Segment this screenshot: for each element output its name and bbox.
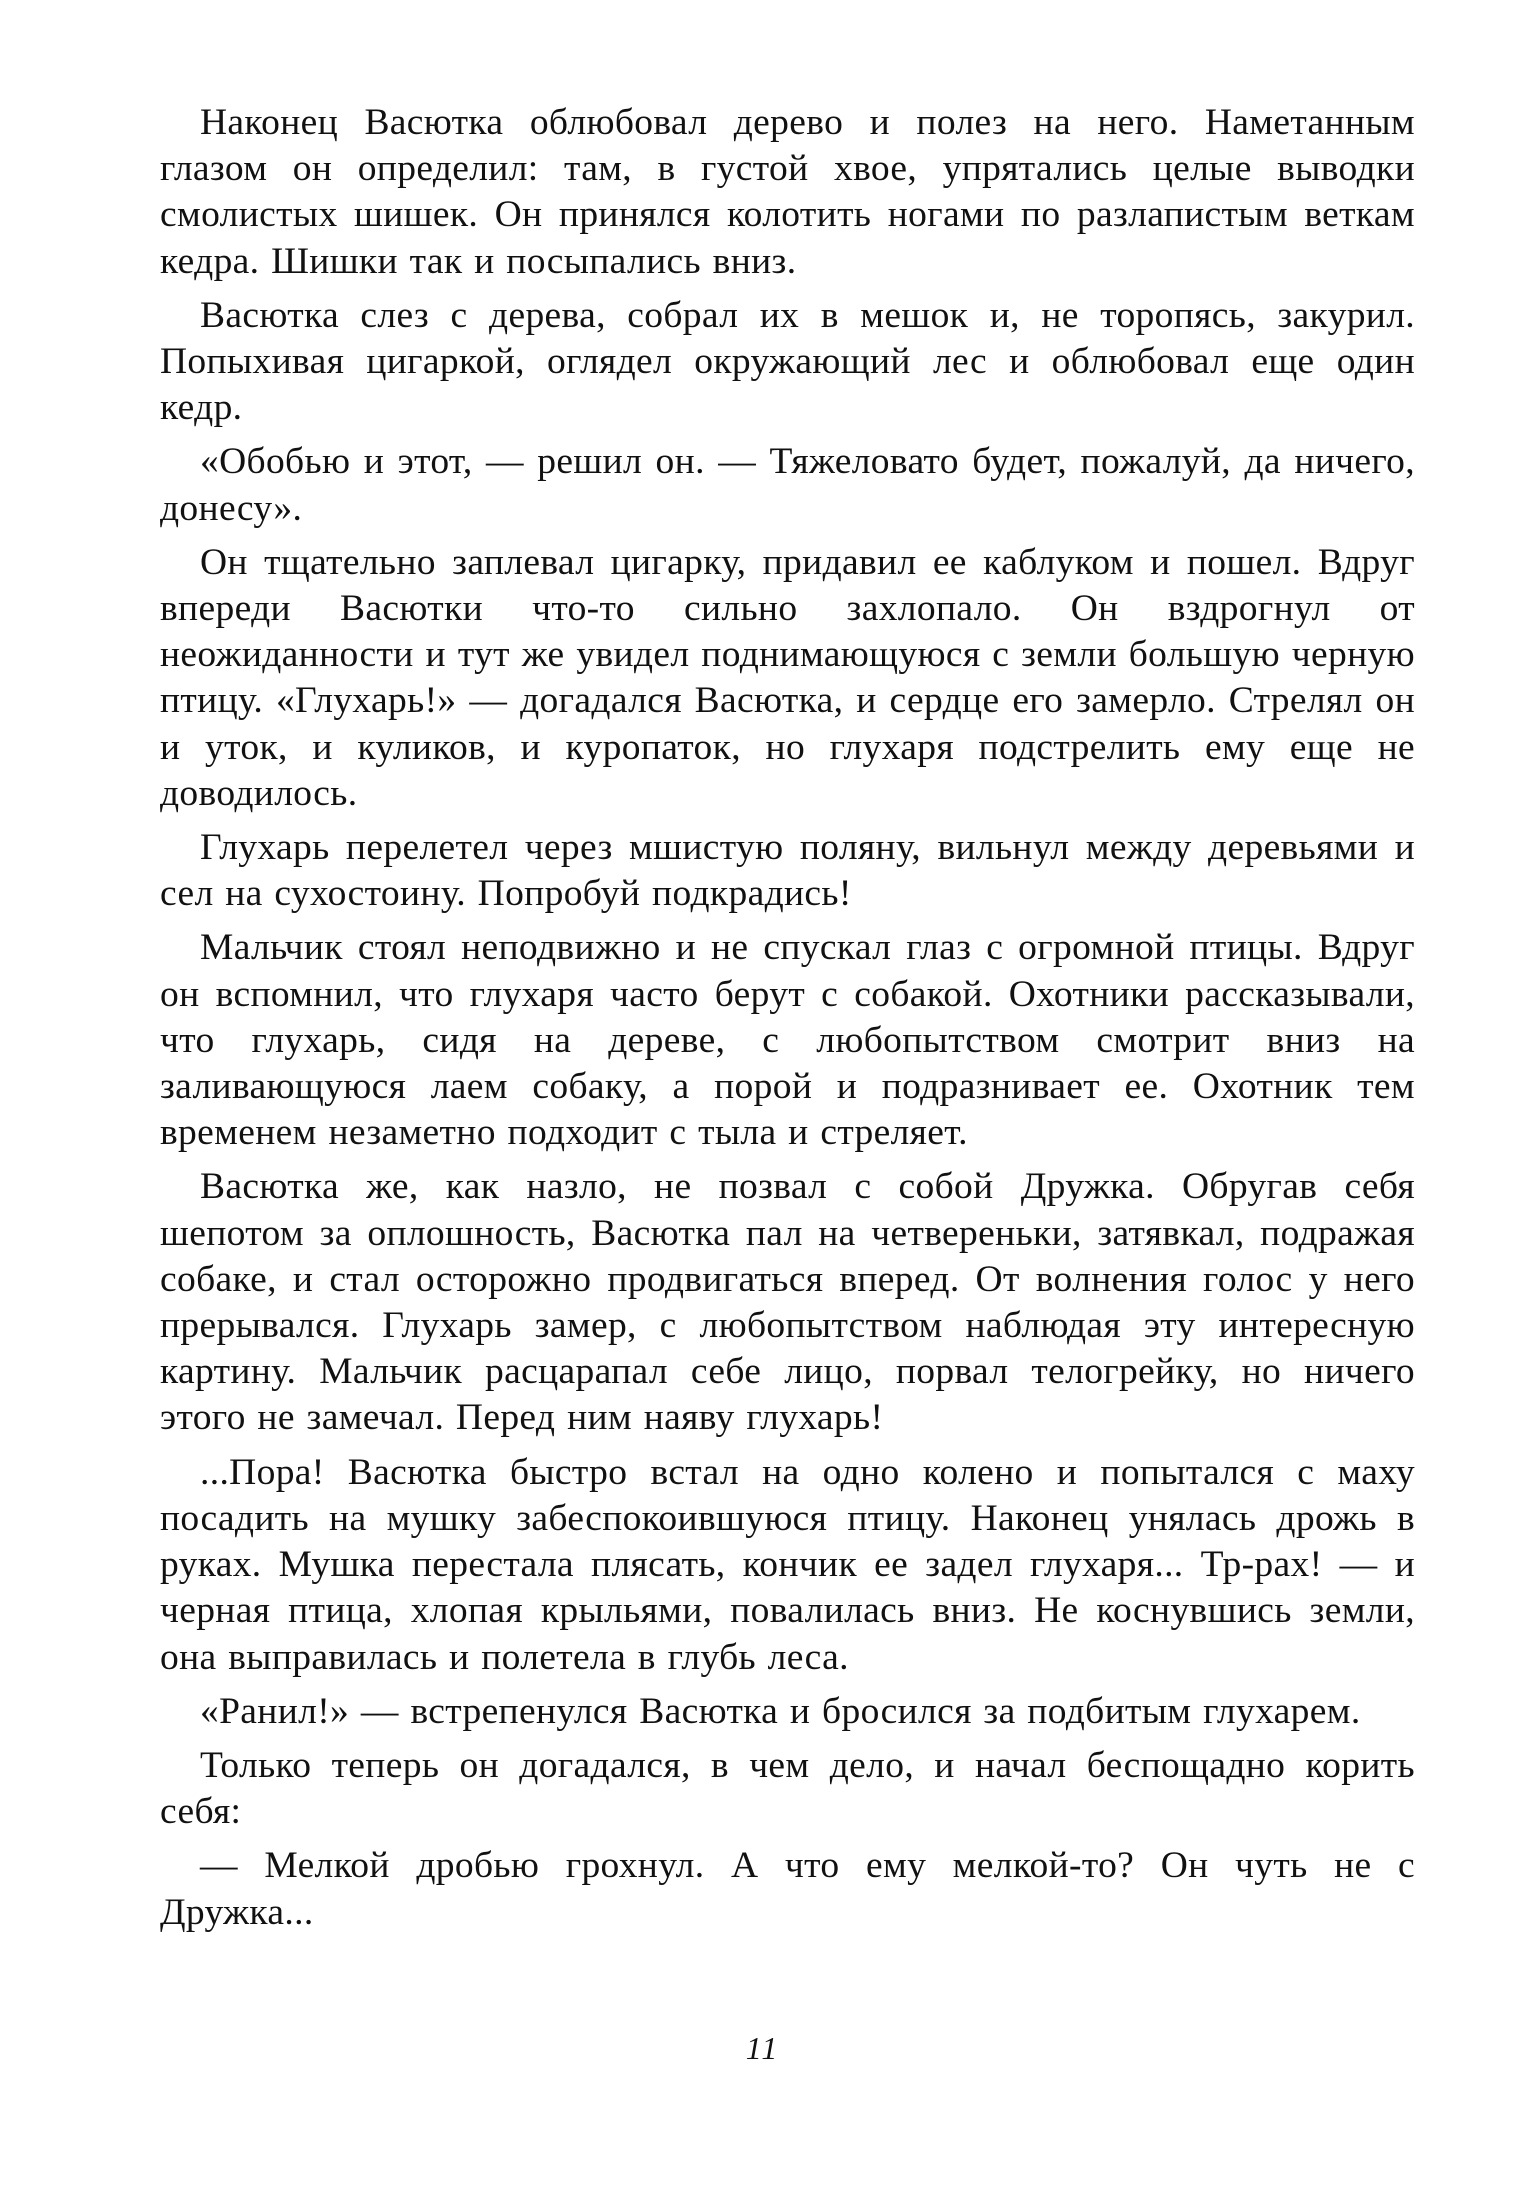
paragraph: Васютка же, как назло, не позвал с собой Дружка. Обругав себя шепотом за оплошность, Васютка пал на четвереньки, затявкал, подражая собаке, и стал осторожно продвигаться вперед. От волнения голос у него прерывался. Глухарь замер, с любопытством наблюдая эту интересную картину. Мальчик расцарапал себе лицо, порвал телогрейку, но ничего этого не замечал. Перед ним наяву глухарь! <box>160 1166 1415 1439</box>
paragraph: ...Пора! Васютка быстро встал на одно колено и попытался с маху посадить на мушку забеспокоившуюся птицу. Наконец унялась дрожь в руках. Мушка перестала плясать, кончик ее задел глухаря... Тр-рах! — и черная птица, хлопая крыльями, повалилась вниз. Не коснувшись земли, она выправилась и полетела в глубь леса. <box>160 1451 1415 1678</box>
page-number: 11 <box>745 2030 780 2066</box>
body-text <box>160 100 1415 1936</box>
paragraph: Он тщательно заплевал цигарку, придавил ее каблуком и пошел. Вдруг впереди Васютки что-то сильно захлопало. Он вздрогнул от неожиданности и тут же увидел поднимающуюся с земли большую черную птицу. «Глухарь!» — догадался Васютка, и сердце его замерло. Стрелял он и уток, и куликов, и куропаток, но глухаря подстрелить ему еще не доводилось. <box>160 541 1415 814</box>
paragraph: «Ранил!» — встрепенулся Васютка и бросился за подбитым глухарем. <box>200 1690 1361 1732</box>
paragraph: «Обобью и этот, — решил он. — Тяжеловато будет, пожалуй, да ничего, донесу». <box>160 441 1415 529</box>
dialogue-line: — Мелкой дробью грохнул. А что ему мелкой-то? Он чуть не с Дружка... <box>160 1845 1415 1933</box>
paragraph: Наконец Васютка облюбовал дерево и полез на него. Наметанным глазом он определил: там, в густой хвое, упрятались целые выводки смолистых шишек. Он принялся колотить ногами по разлапистым веткам кедра. Шишки так и посыпались вниз. <box>160 102 1415 282</box>
paragraph: Васютка слез с дерева, собрал их в мешок и, не торопясь, закурил. Попыхивая цигаркой, оглядел окружающий лес и облюбовал еще один кедр. <box>160 294 1415 429</box>
paragraph: Глухарь перелетел через мшистую поляну, вильнул между деревьями и сел на сухостоину. Попробуй подкрадись! <box>160 827 1415 915</box>
paragraph: Мальчик стоял неподвижно и не спускал глаз с огромной птицы. Вдруг он вспомнил, что глухаря часто берут с собакой. Охотники рассказывали, что глухарь, сидя на дереве, с любопытством смотрит вниз на заливающуюся лаем собаку, а порой и подразнивает ее. Охотник тем временем незаметно подходит с тыла и стреляет. <box>160 927 1415 1154</box>
paragraph: Только теперь он догадался, в чем дело, и начал беспощадно корить себя: <box>160 1744 1415 1833</box>
